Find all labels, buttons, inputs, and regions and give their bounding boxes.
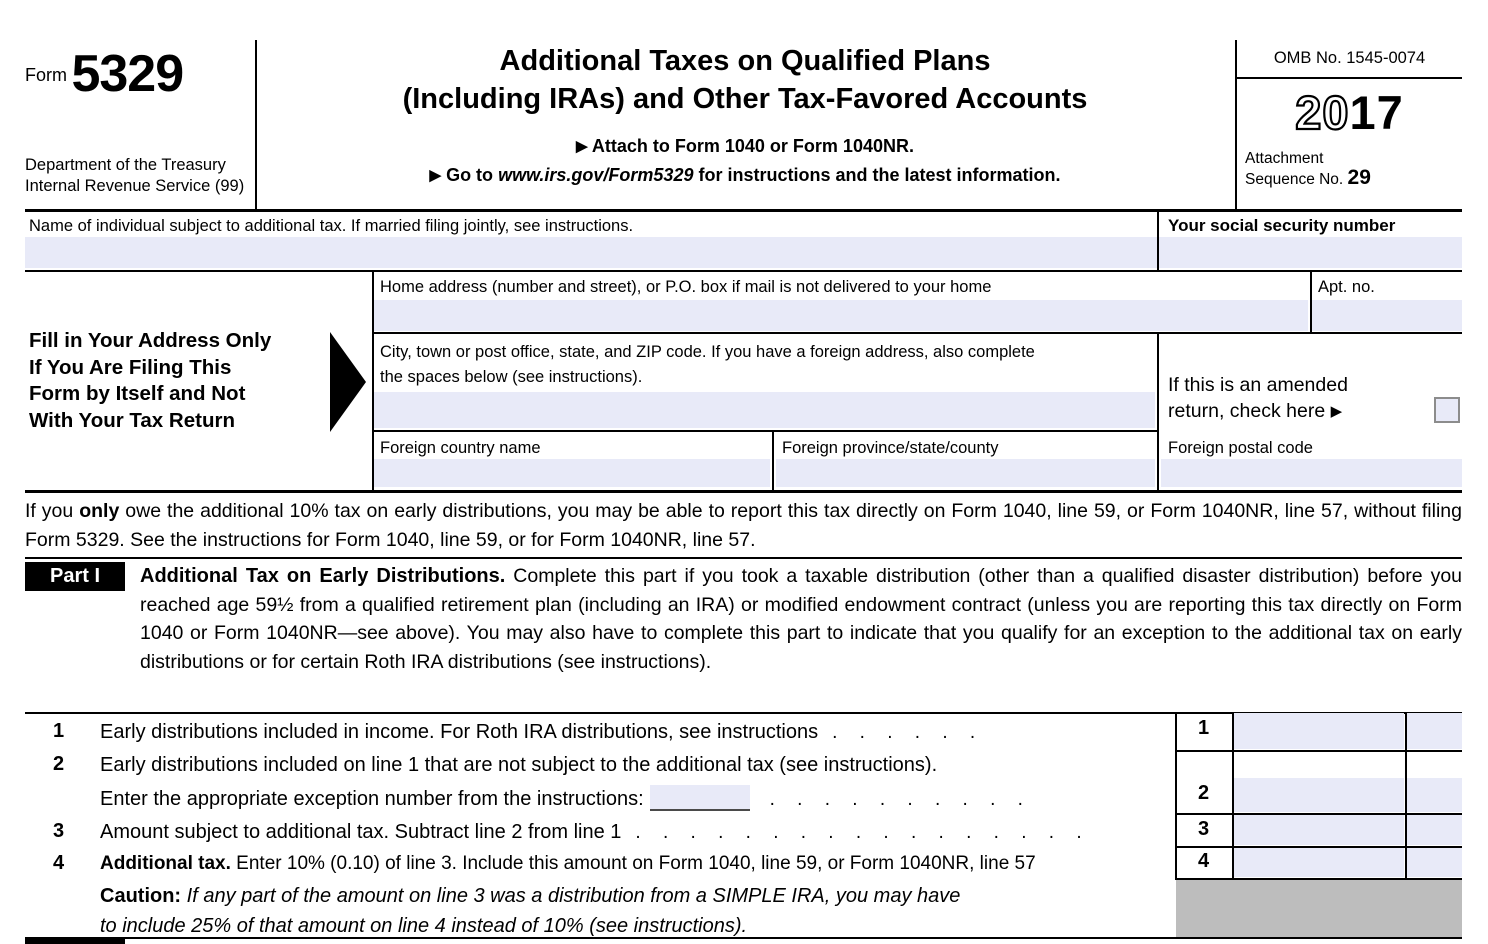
line4-number-left: 4 [52,852,65,874]
department-line2: Internal Revenue Service (99) [25,177,245,195]
divider [372,332,1462,334]
foreign-country-label: Foreign country name [380,439,541,457]
part1-label: Part I [25,562,125,591]
dot-leader: . . . . . . . . . . [769,789,1025,810]
dot-leader: . . . . . . [832,722,978,743]
tax-year [1237,88,1462,138]
part1-description: Additional Tax on Early Distributions. Complete this part if you took a taxable distribution (other than a qualified disaster distribution) before you reached age 59½ from a qualified retirement plan (including an IRA) or modified endowment contract (unless you are reporting this tax directly on Form 1040 or Form 1040NR—see above). You may also have to complete this part to indicate that you qualify for an exception to the additional tax on early distributions or for certain Roth IRA distributions (see instructions). [140,565,1463,673]
line4-cents-input[interactable] [1407,848,1462,877]
attach-instruction [257,136,1233,157]
form-title-line2: (Including IRAs) and Other Tax-Favored Accounts [402,83,1088,115]
line1-cents-input[interactable] [1407,713,1462,749]
divider [772,430,774,490]
home-address-input[interactable] [374,300,1308,331]
goto-instruction [257,165,1233,186]
foreign-postal-label: Foreign postal code [1168,439,1313,457]
home-address-label: Home address (number and street), or P.O. box if mail is not delivered to your home [380,278,992,296]
line3-cents-input[interactable] [1407,815,1462,845]
tax-year-suffix: 17 [1349,86,1404,139]
omb-block [1237,40,1462,189]
tax-year-prefix: 20 [1295,86,1350,139]
line3-amount-input[interactable] [1233,815,1404,845]
ssn-input[interactable] [1159,237,1462,268]
amended-return-checkbox[interactable] [1434,397,1460,423]
city-input[interactable] [374,392,1155,428]
line2-amount-input[interactable] [1233,778,1404,812]
dot-leader: . . . . . . . . . . . . . . . . . [635,822,1084,843]
line3-number: 3 [1197,818,1210,840]
shaded-cell [1176,880,1462,937]
goto-post: for instructions and the latest information. [693,165,1061,185]
line2-text-a: Early distributions included on line 1 that are not subject to the additional tax (see instructions). [100,754,938,776]
form-title-line1: Additional Taxes on Qualified Plans [499,45,991,77]
form-word: Form [25,65,67,85]
form-number: 5329 [71,45,184,103]
divider [25,270,1462,272]
amended-return-label: If this is an amended return, check here ▶ [1168,374,1348,422]
line2-text-b: Enter the appropriate exception number from the instructions: . . . . . . . . . . [100,785,1025,812]
divider [372,430,1157,432]
attachment-line2: Sequence No. [1245,171,1348,188]
line1-text: Early distributions included in income. For Roth IRA distributions, see instructions . . . . . . [100,721,978,743]
intro-paragraph: If you only owe the additional 10% tax on early distributions, you may be able to report this tax directly on Form 1040, line 59, or Form 1040NR, line 57, without filing Form 5329. See the instructions for Form 1040, line 59, or for Form 1040NR, line 57. [25,500,1462,551]
arrow-right-icon: ▶ [429,167,442,184]
form-title-block [257,42,1233,186]
foreign-postal-input[interactable] [1161,459,1462,487]
divider [1175,750,1462,752]
divider [25,490,1462,493]
divider [1175,878,1462,880]
caution-line1: Caution: If any part of the amount on line 3 was a distribution from a SIMPLE IRA, you may have [100,885,961,907]
address-pointer-icon [330,332,366,432]
divider [25,937,1462,939]
caution-line2: to include 25% of that amount on line 4 instead of 10% (see instructions). [100,915,748,937]
line2-number: 2 [1197,782,1210,804]
apt-no-input[interactable] [1312,300,1462,331]
ssn-label: Your social security number [1168,216,1396,235]
department-block [25,155,265,197]
name-label: Name of individual subject to additional tax. If married filing jointly, see instructions. [29,217,634,235]
foreign-province-label: Foreign province/state/county [782,439,999,457]
divider [25,557,1462,559]
foreign-country-input[interactable] [374,459,770,487]
line1-number-left: 1 [52,720,65,742]
divider [1157,333,1159,490]
line4-number: 4 [1197,850,1210,872]
line2-number-left: 2 [52,753,65,775]
attachment-line1: Attachment [1245,150,1324,167]
goto-url[interactable]: www.irs.gov/Form5329 [498,165,694,185]
line4-amount-input[interactable] [1233,848,1404,877]
attachment-number: 29 [1347,166,1371,189]
apt-no-label: Apt. no. [1318,278,1375,296]
arrow-right-icon: ▶ [576,138,588,155]
part1-heading: Additional Tax on Early Distributions. [140,565,506,587]
goto-pre: Go to [446,165,499,185]
line2-cents-input[interactable] [1407,778,1462,812]
attach-text: Attach to Form 1040 or Form 1040NR. [591,136,914,156]
department-line1: Department of the Treasury [25,156,226,174]
name-input[interactable] [25,237,1157,268]
arrow-right-icon: ▶ [1330,403,1343,420]
line1-amount-input[interactable] [1233,713,1404,749]
form-number-block [25,45,250,103]
omb-number: OMB No. 1545-0074 [1237,40,1462,79]
line4-text: Additional tax. Enter 10% (0.10) of line 3. Include this amount on Form 1040, line 59, or Form 1040NR, line 57 [100,853,1036,874]
exception-number-input[interactable] [650,785,750,811]
line3-number-left: 3 [52,820,65,842]
divider [1175,846,1462,848]
line1-number: 1 [1197,717,1210,739]
address-sidebar-note: Fill in Your Address Only If You Are Filing This Form by Itself and Not With Your Tax Return [29,329,272,432]
divider [1175,813,1462,815]
foreign-province-input[interactable] [776,459,1155,487]
part2-label-stub [25,938,125,944]
divider [1405,712,1407,880]
divider [1232,712,1234,880]
line3-text: Amount subject to additional tax. Subtract line 2 from line 1 . . . . . . . . . . . . . . . . . [100,821,1084,843]
divider [25,209,1462,212]
city-label: City, town or post office, state, and ZIP code. If you have a foreign address, also complete the spaces below (see instructions). [380,343,1035,386]
attachment-sequence [1237,149,1462,189]
